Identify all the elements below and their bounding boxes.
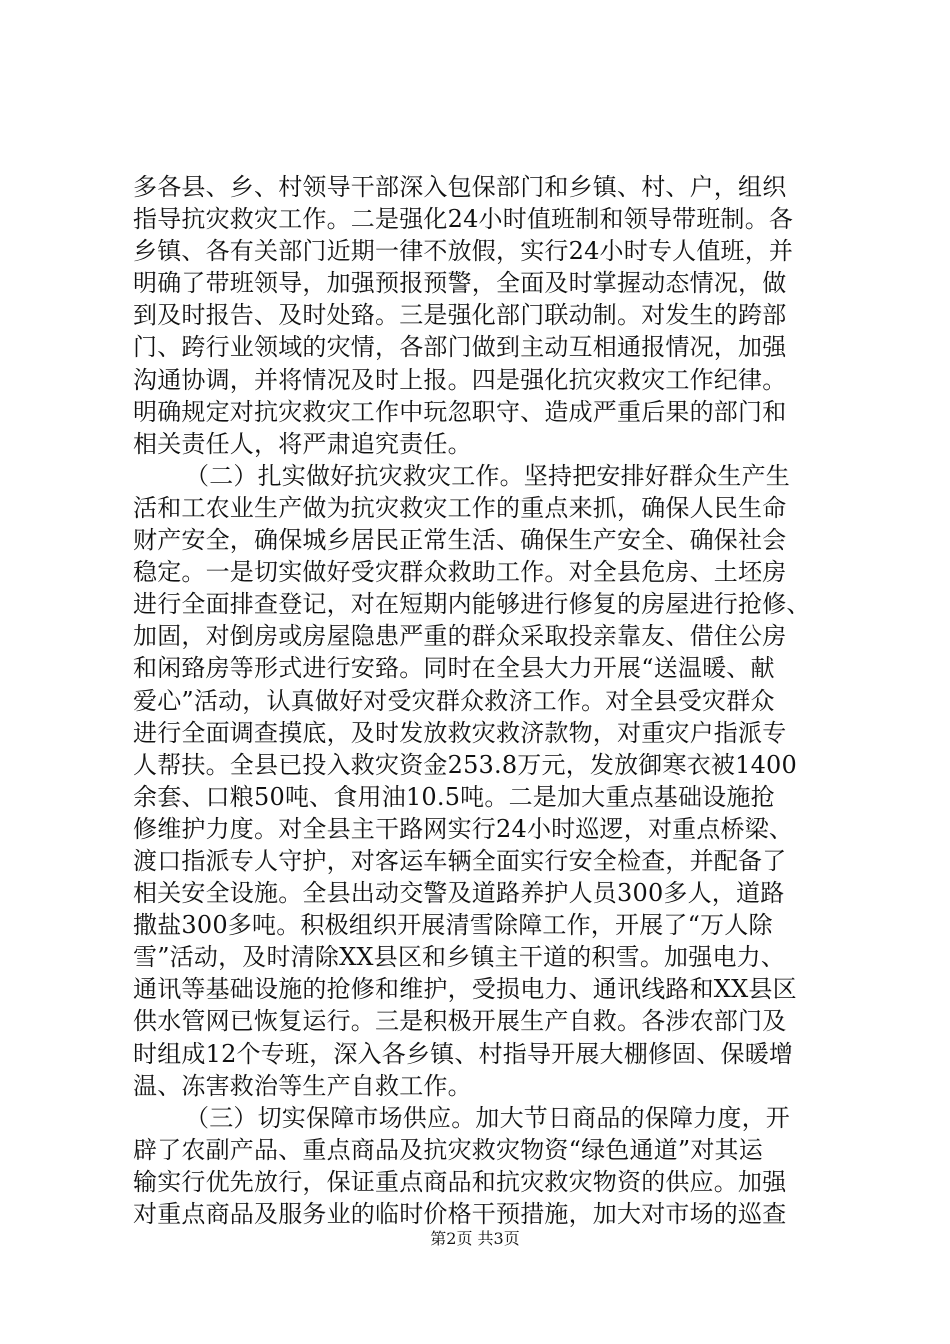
text-line: 渡口指派专人守护，对客运车辆全面实行安全检查，并配备了 xyxy=(133,846,787,875)
body-text xyxy=(133,171,833,1230)
text-line: 相关责任人，将严肃追究责任。 xyxy=(133,429,472,458)
text-line: 和闲臵房等形式进行安臵。同时在全县大力开展“送温暖、献 xyxy=(133,654,775,683)
text-line: 稳定。一是切实做好受灾群众救助工作。对全县危房、土坯房 xyxy=(133,558,787,587)
text-line: 进行全面排查登记，对在短期内能够进行修复的房屋进行抢修、 xyxy=(133,590,811,619)
text-line: 供水管网已恢复运行。三是积极开展生产自救。各涉农部门及 xyxy=(133,1007,787,1036)
text-line: 撒盐300多吨。积极组织开展清雪除障工作，开展了“万人除 xyxy=(133,911,773,940)
page-footer: 第2页 共3页 xyxy=(430,1229,520,1248)
text-line: 爱心”活动，认真做好对受灾群众救济工作。对全县受灾群众 xyxy=(133,686,775,715)
text-line: 温、冻害救治等生产自救工作。 xyxy=(133,1071,472,1100)
text-line: 通讯等基础设施的抢修和维护，受损电力、通讯线路和XX县区 xyxy=(133,975,797,1004)
text-line: 辟了农副产品、重点商品及抗灾救灾物资“绿色通道”对其运 xyxy=(133,1135,763,1164)
text-line: 到及时报告、及时处臵。三是强化部门联动制。对发生的跨部 xyxy=(133,301,787,330)
text-line: 活和工农业生产做为抗灾救灾工作的重点来抓，确保人民生命 xyxy=(133,493,787,522)
text-line: 对重点商品及服务业的临时价格干预措施，加大对市场的巡查 xyxy=(133,1200,787,1228)
text-line: 门、跨行业领域的灾情，各部门做到主动互相通报情况，加强 xyxy=(133,333,787,362)
text-line: 余套、口粮50吨、食用油10.5吨。二是加大重点基础设施抢 xyxy=(133,782,775,811)
text-line: 乡镇、各有关部门近期一律不放假，实行24小时专人值班，并 xyxy=(133,237,794,266)
text-line: 明确规定对抗灾救灾工作中玩忽职守、造成严重后果的部门和 xyxy=(133,397,787,426)
text-line: 财产安全，确保城乡居民正常生活、确保生产安全、确保社会 xyxy=(133,526,787,555)
text-line: 雪”活动，及时清除XX县区和乡镇主干道的积雪。加强电力、 xyxy=(133,943,786,972)
text-line: 输实行优先放行，保证重点商品和抗灾救灾物资的供应。加强 xyxy=(133,1167,787,1196)
text-line: 相关安全设施。全县出动交警及道路养护人员300多人，道路 xyxy=(133,879,785,908)
text-line: 修维护力度。对全县主干路网实行24小时巡逻，对重点桥梁、 xyxy=(133,814,794,843)
text-line: 人帮扶。全县已投入救灾资金253.8万元，发放御寒衣被1400 xyxy=(133,750,797,779)
text-line: 时组成12个专班，深入各乡镇、村指导开展大棚修固、保暖增 xyxy=(133,1039,794,1068)
section-heading-line: （二）扎实做好抗灾救灾工作。坚持把安排好群众生产生 xyxy=(185,461,790,490)
text-line: 指导抗灾救灾工作。二是强化24小时值班制和领导带班制。各 xyxy=(133,205,794,234)
text-line: 沟通协调，并将情况及时上报。四是强化抗灾救灾工作纪律。 xyxy=(133,365,787,394)
text-line: 进行全面调查摸底，及时发放救灾救济款物，对重灾户指派专 xyxy=(133,718,787,747)
text-line: 加固，对倒房或房屋隐患严重的群众采取投亲靠友、借住公房 xyxy=(133,622,787,651)
text-line: 明确了带班领导，加强预报预警，全面及时掌握动态情况，做 xyxy=(133,269,787,298)
text-line: 多各县、乡、村领导干部深入包保部门和乡镇、村、户，组织 xyxy=(133,173,787,201)
section-heading-line: （三）切实保障市场供应。加大节日商品的保障力度，开 xyxy=(185,1103,790,1132)
